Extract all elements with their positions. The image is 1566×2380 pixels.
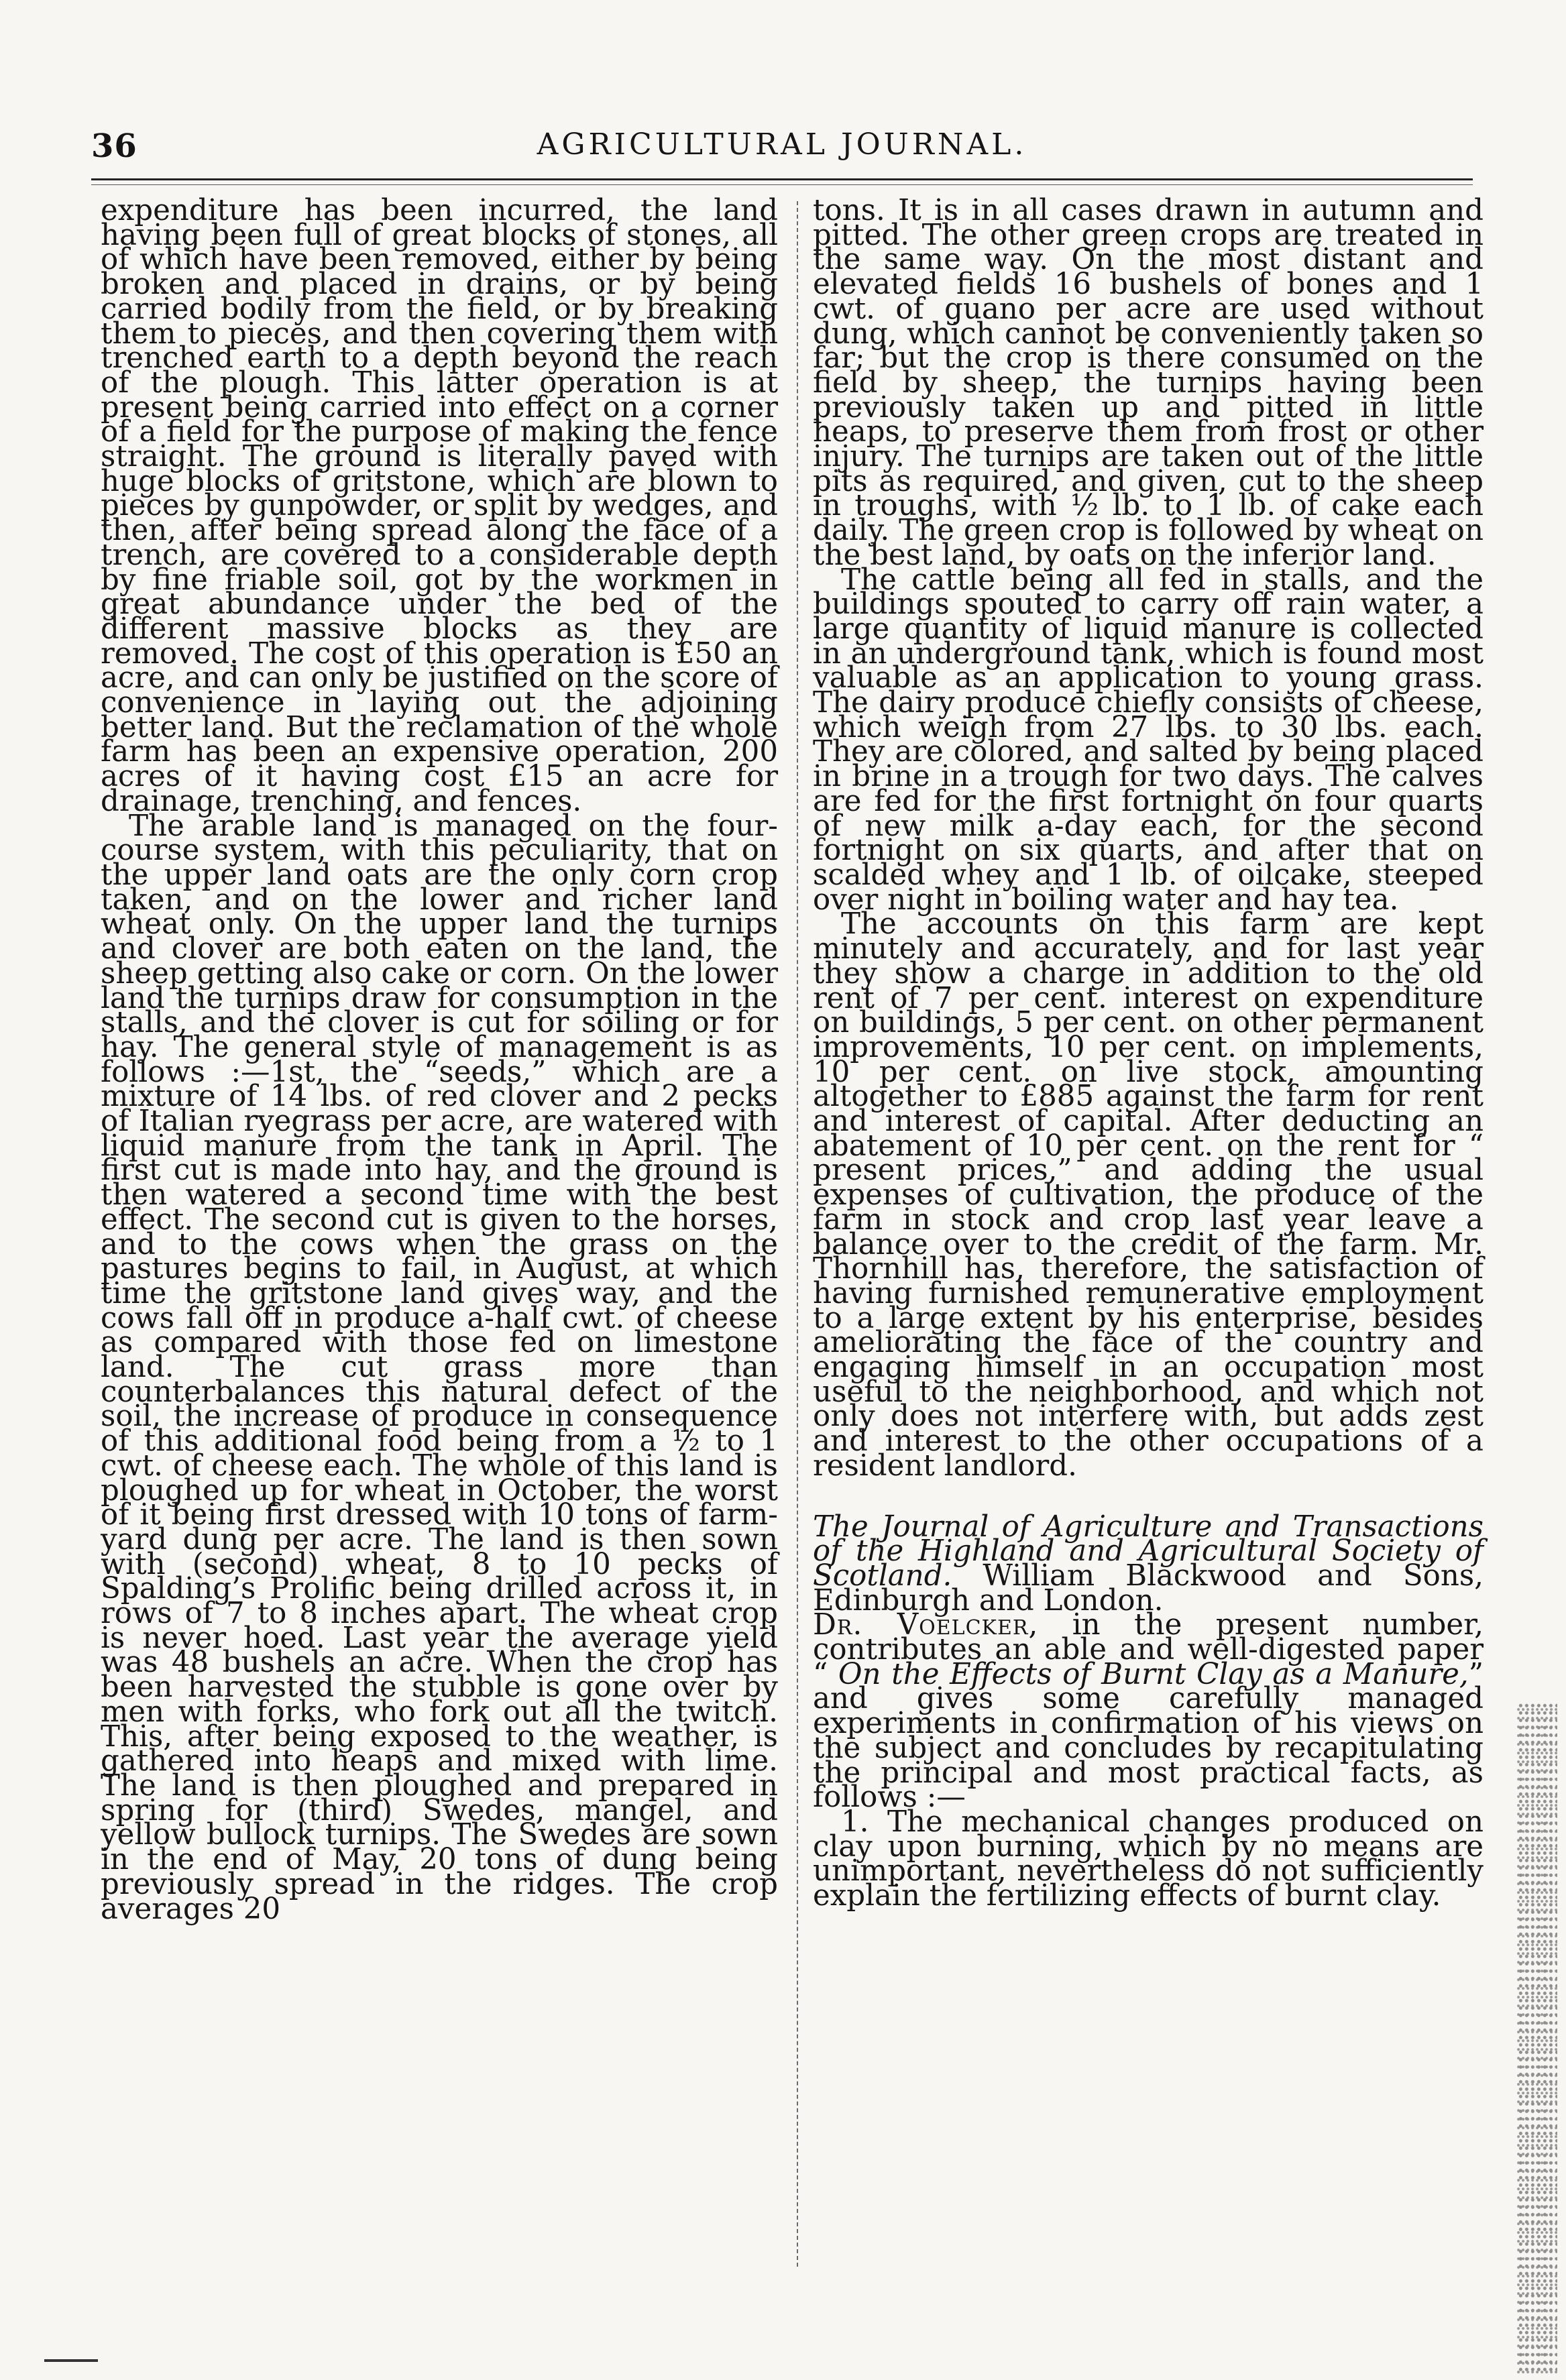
- paragraph-green-crops: tons. It is in all cases drawn in autumn and pitted. The other green crops are treated in the same way. On the most distant and elevated fields 16 bushels of bones and 1 cwt. of guano per acre are used without dung, which cannot be conveniently taken so far; but the crop is there consumed on the field by sheep, the turnips having been previously taken up and pitted in little heaps, to preserve them from frost or other injury. The turnips are taken out of the little pits as required, and given, cut to the sheep in troughs, with ½ lb. to 1 lb. of cake each daily. The green crop is followed by wheat on the best land, by oats on the inferior land.: [813, 194, 1484, 572]
- review-publisher: William Blackwood and Sons, Edinburgh and London.: [813, 1559, 1484, 1618]
- running-title: AGRICULTURAL JOURNAL.: [537, 127, 1027, 162]
- column-divider: [797, 201, 798, 2267]
- paragraph-accounts: The accounts on this farm are kept minutely and accurately, and for last year they show a charge in addition to the old rent of 7 per cent. interest on expenditure on buildings, 5 per cent. on other permanent improvements, 10 per cent. on implements, 10 per cent. on live stock, amounting altogether to £885 against the farm for rent and interest of capital. After deducting an abatement of 10 per cent. on the rent for “ present prices,” and adding the usual expenses of cultivation, the produce of the farm in stock and crop last year leave a balance over to the credit of the farm. Mr. Thornhill has, therefore, the satisfaction of having furnished remunerative employment to a large extent by his enterprise, besides ameliorating the face of the country and engaging himself in an occupation most useful to the neighborhood, and which not only does not interfere with, but adds zest and interest to the other occupations of a resident landlord.: [813, 907, 1484, 1483]
- paragraph-voelcker: [813, 1608, 1484, 1815]
- paragraph-arable-land: The arable land is managed on the four-course system, with this peculiarity, that on the upper land oats are the only corn crop taken, and on the lower and richer land wheat only. On the upper land the turnips and clover are both eaten on the land, the sheep getting also cake or corn. On the lower land the turnips draw for consumption in the stalls, and the clover is cut for soiling or for hay. The general style of management is as follows :—1st, the “seeds,” which are a mixture of 14 lbs. of red clover and 2 pecks of Italian ryegrass per acre, are watered with liquid manure from the tank in April. The first cut is made into hay, and the ground is then watered a second time with the best effect. The second cut is given to the horses, and to the cows when the grass on the pastures begins to fail, in August, at which time the gritstone land gives way, and the cows fall off in produce a-half cwt. of cheese as compared with those fed on limestone land. The cut grass more than counterbalances this natural defect of the soil, the increase of produce in consequence of this additional food being from a ½ to 1 cwt. of cheese each. The whole of this land is ploughed up for wheat in October, the worst of it being first dressed with 10 tons of farm-yard dung per acre. The land is then sown with (second) wheat, 8 to 10 pecks of Spalding’s Prolific being drilled across it, in rows of 7 to 8 inches apart. The wheat crop is never hoed. Last year the average yield was 48 bushels an acre. When the crop has been harvested the stubble is gone over by men with forks, who fork out all the twitch. This, after being exposed to the weather, is gathered into heaps and mixed with lime. The land is then ploughed and prepared in spring for (third) Swedes, mangel, and yellow bullock turnips. The Swedes are sown in the end of May, 20 tons of dung being previously spread in the ridges. The crop averages 20: [101, 809, 778, 1926]
- right-column: [813, 194, 1484, 1913]
- paper-title: On the Effects of Burnt Clay as a Manure,: [838, 1657, 1469, 1691]
- voelcker-text-b: ” and gives some carefully managed experiments in confirmation of his views on the subject and concludes by recapitulating the principal and most practical facts, as follows :—: [813, 1657, 1484, 1815]
- paragraph-cattle-dairy: The cattle being all fed in stalls, and the buildings spouted to carry off rain water, a large quantity of liquid manure is collected in an underground tank, which is found most valuable as an application to young grass. The dairy produce chiefly consists of cheese, which weigh from 27 lbs. to 30 lbs. each. They are colored, and salted by being placed in brine in a trough for two days. The calves are fed for the first fortnight on four quarts of new milk a-day each, for the second fortnight on six quarts, and after that on scalded whey and 1 lb. of oilcake, steeped over night in boiling water and hay tea.: [813, 563, 1484, 917]
- paragraph-mechanical-changes: 1. The mechanical changes produced on clay upon burning, which by no means are unimportant, nevertheless do not sufficiently explain the fertilizing effects of burnt clay.: [813, 1805, 1484, 1913]
- scan-edge-speckle: [1517, 1703, 1557, 2374]
- review-title: The Journal of Agriculture and Transactions of the Highland and Agricultural Society of Scotland.: [813, 1510, 1484, 1593]
- footer-mark: [44, 2359, 98, 2362]
- author-name: Dr. Voelcker,: [813, 1608, 1039, 1642]
- header-rule: [91, 178, 1473, 185]
- page-header: [91, 127, 1473, 174]
- left-column: [101, 194, 778, 1926]
- page-number: 36: [91, 127, 137, 165]
- voelcker-text-a: in the present number, contributes an able and well-digested paper “: [813, 1608, 1484, 1691]
- review-heading: [813, 1510, 1484, 1618]
- paragraph-reclamation: expenditure has been incurred, the land having been full of great blocks of stones, all of which have been removed, either by being broken and placed in drains, or by being carried bodily from the field, or by breaking them to pieces, and then covering them with trenched earth to a depth beyond the reach of the plough. This latter operation is at present being carried into effect on a corner of a field for the purpose of making the fence straight. The ground is literally paved with huge blocks of gritstone, which are blown to pieces by gunpowder, or split by wedges, and then, after being spread along the face of a trench, are covered to a considerable depth by fine friable soil, got by the workmen in great abundance under the bed of the different massive blocks as they are removed. The cost of this operation is £50 an acre, and can only be justified on the score of convenience in laying out the adjoining better land. But the reclamation of the whole farm has been an expensive operation, 200 acres of it having cost £15 an acre for drainage, trenching, and fences.: [101, 194, 778, 818]
